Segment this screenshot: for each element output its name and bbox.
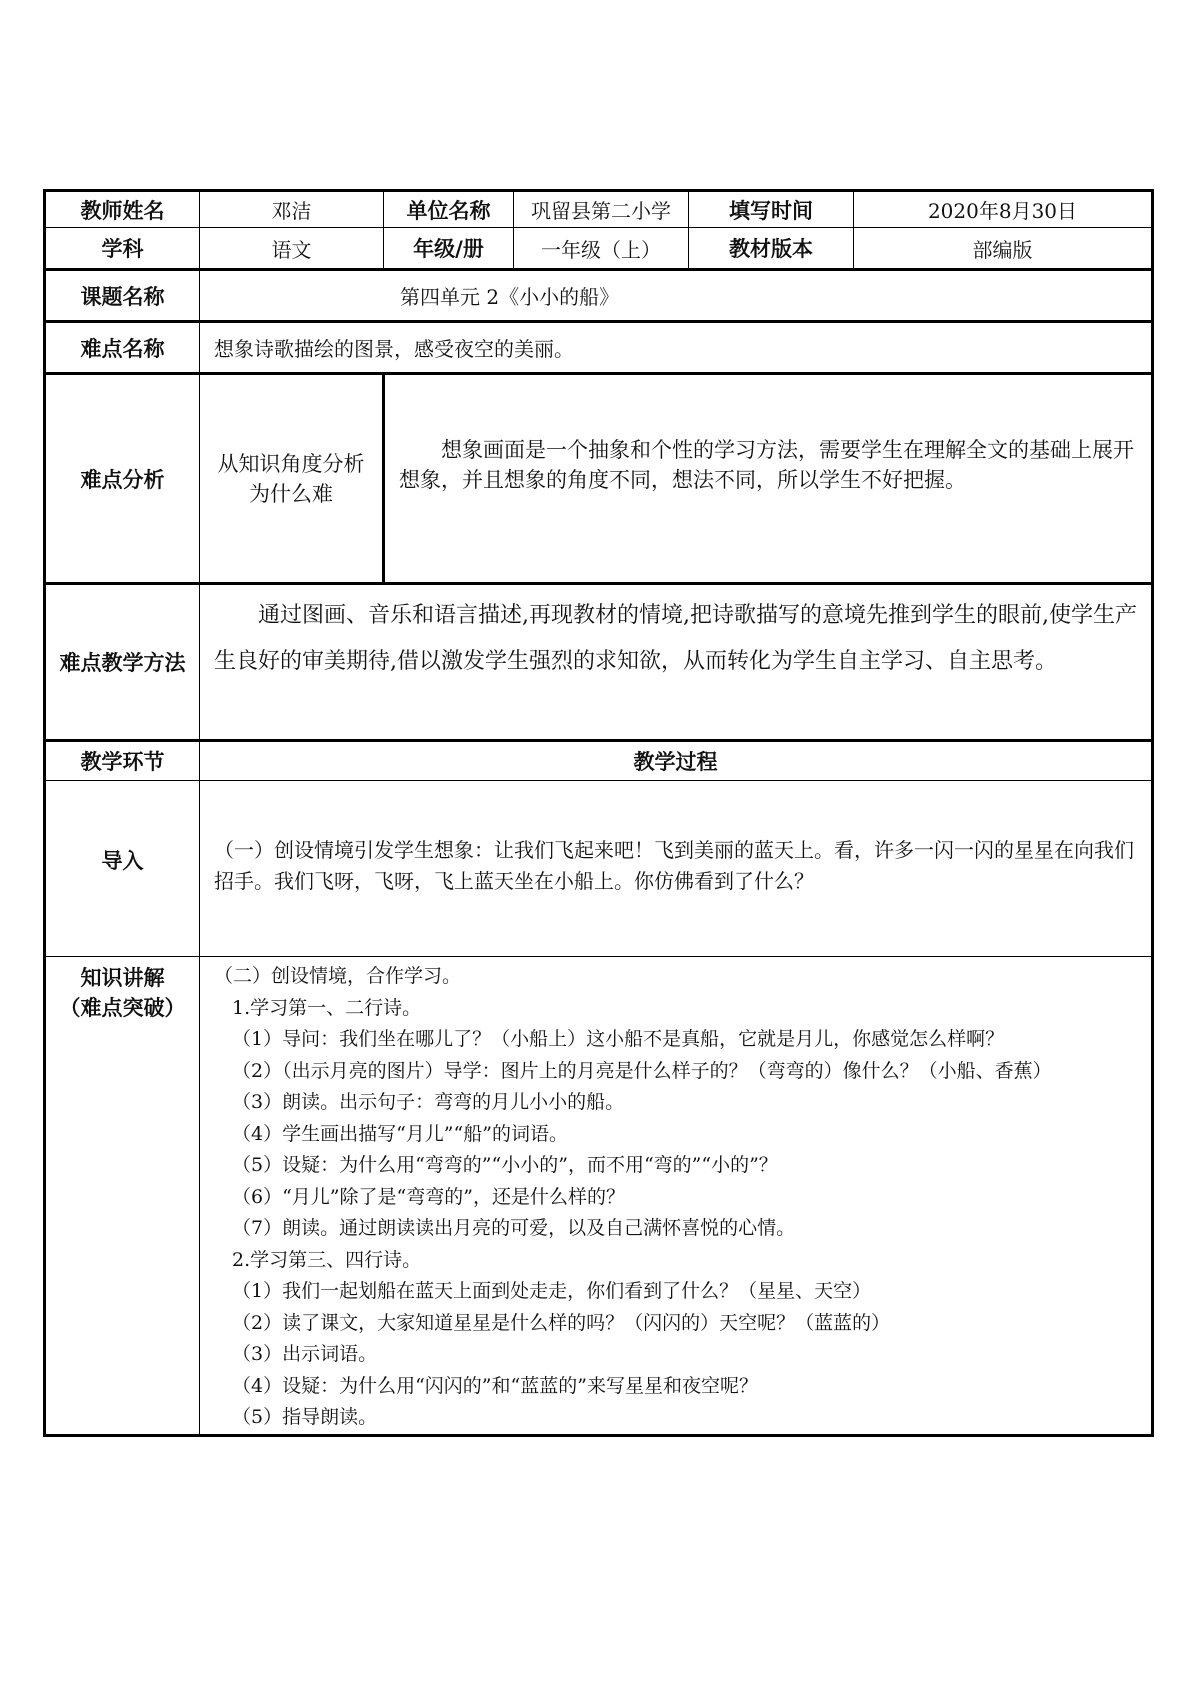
analysis-value: 想象画面是一个抽象和个性的学习方法，需要学生在理解全文的基础上展开想象，并且想象的角度不同，想法不同，所以学生不好把握。: [399, 437, 1134, 492]
grade-label: 年级/册: [384, 228, 514, 270]
topic-value: 第四单元 2《小小的船》: [200, 270, 1153, 322]
intro-value: （一）创设情境引发学生想象：让我们飞起来吧！飞到美丽的蓝天上。看，许多一闪一闪的星星在向我们招手。我们飞呀，飞呀，飞上蓝天坐在小船上。你仿佛看到了什么？: [200, 781, 1153, 957]
difficulty-value: 想象诗歌描绘的图景，感受夜空的美丽。: [200, 322, 1153, 374]
knowledge-line: （4）设疑：为什么用“闪闪的”和“蓝蓝的”来写星星和夜空呢？: [232, 1374, 758, 1397]
stage-label: 教学环节: [45, 741, 200, 781]
edition-label: 教材版本: [689, 228, 854, 270]
knowledge-line: （3）朗读。出示句子：弯弯的月儿小小的船。: [232, 1091, 625, 1113]
analysis-value-cell: [384, 374, 1153, 584]
difficulty-label: 难点名称: [45, 322, 200, 374]
process-label: 教学过程: [200, 741, 1153, 781]
teacher-name-value: 邓洁: [200, 191, 384, 228]
knowledge-line: （6）“月儿”除了是“弯弯的”，还是什么样的？: [232, 1185, 625, 1208]
unit-name-value: 巩留县第二小学: [514, 191, 689, 228]
knowledge-label-cell: [45, 957, 200, 1436]
knowledge-line: 1.学习第一、二行诗。: [232, 996, 422, 1019]
topic-label: 课题名称: [45, 270, 200, 322]
lesson-plan-table: [43, 189, 1151, 1437]
subject-label: 学科: [45, 228, 200, 270]
method-value-cell: [200, 584, 1153, 741]
knowledge-line: （5）设疑：为什么用“弯弯的”“小小的”，而不用“弯的”“小的”？: [232, 1154, 778, 1176]
knowledge-line: （二）创设情境，合作学习。: [214, 965, 462, 987]
knowledge-line: （2）读了课文，大家知道星星是什么样的吗？（闪闪的）天空呢？（蓝蓝的）: [232, 1311, 891, 1334]
grade-value: 一年级（上）: [514, 228, 689, 270]
knowledge-line: （3）出示词语。: [232, 1343, 378, 1365]
knowledge-sublabel: （难点突破）: [46, 993, 199, 1023]
unit-name-label: 单位名称: [384, 191, 514, 228]
knowledge-line: （7）朗读。通过朗读读出月亮的可爱，以及自己满怀喜悦的心情。: [232, 1217, 796, 1239]
knowledge-line: 2.学习第三、四行诗。: [232, 1248, 422, 1271]
knowledge-line: （4）学生画出描写“月儿”“船”的词语。: [232, 1122, 568, 1145]
method-label: 难点教学方法: [45, 584, 200, 741]
knowledge-line: （5）指导朗读。: [232, 1406, 378, 1428]
intro-label: 导入: [45, 781, 200, 957]
subject-value: 语文: [200, 228, 384, 270]
fill-date-value: 2020年8月30日: [854, 191, 1153, 228]
knowledge-line: [200, 1056, 1151, 1088]
knowledge-content: [200, 957, 1153, 1436]
analysis-label: 难点分析: [45, 374, 200, 584]
fill-date-label: 填写时间: [689, 191, 854, 228]
knowledge-line-text: （2）（出示月亮的图片）导学：图片上的月亮是什么样子的？（弯弯的）像什么？（小船、香蕉）: [232, 1059, 1052, 1082]
knowledge-line: （1）导问：我们坐在哪儿了？（小船上）这小船不是真船，它就是月儿，你感觉怎么样啊？: [232, 1028, 1005, 1050]
edition-value: 部编版: [854, 228, 1153, 270]
method-value: 通过图画、音乐和语言描述,再现教材的情境,把诗歌描写的意境先推到学生的眼前,使学生产生良好的审美期待,借以激发学生强烈的求知欲，从而转化为学生自主学习、自主思考。: [214, 603, 1137, 674]
analysis-sub-label: 从知识角度分析为什么难: [200, 374, 384, 584]
knowledge-line: （1）我们一起划船在蓝天上面到处走走，你们看到了什么？（星星、天空）: [232, 1280, 872, 1302]
teacher-name-label: 教师姓名: [45, 191, 200, 228]
knowledge-label: 知识讲解: [46, 963, 199, 993]
